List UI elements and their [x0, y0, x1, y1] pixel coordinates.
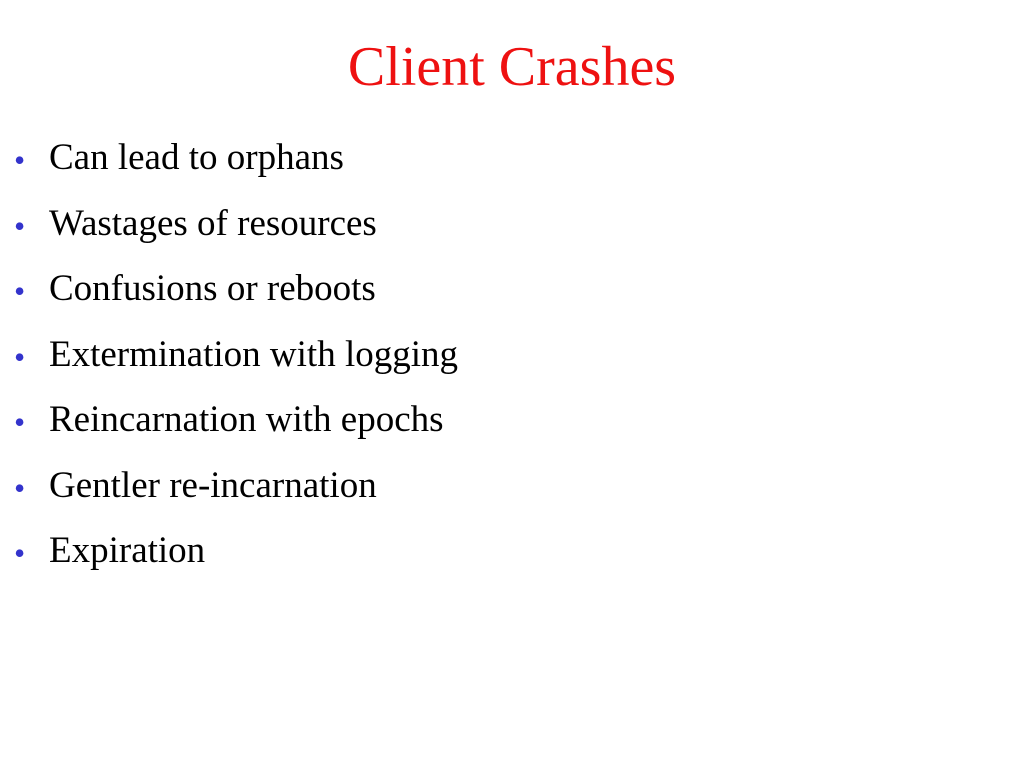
bullet-text: Reincarnation with epochs	[49, 399, 444, 440]
bullet-icon: •	[14, 273, 26, 309]
bullet-icon: •	[14, 404, 26, 440]
slide-title: Client Crashes	[347, 36, 677, 98]
bullet-text: Confusions or reboots	[49, 268, 376, 309]
bullet-icon: •	[14, 142, 26, 178]
bullet-icon: •	[14, 535, 26, 571]
bullet-icon: •	[14, 338, 26, 375]
bullet-text: Can lead to orphans	[49, 137, 344, 178]
bullet-text: Expiration	[49, 530, 206, 571]
bullet-icon: •	[14, 207, 26, 244]
bullet-text: Wastages of resources	[49, 202, 377, 244]
bullet-icon: •	[14, 469, 26, 506]
bullet-text: Extermination with logging	[49, 333, 459, 375]
bullet-text: Gentler re-incarnation	[49, 464, 377, 506]
